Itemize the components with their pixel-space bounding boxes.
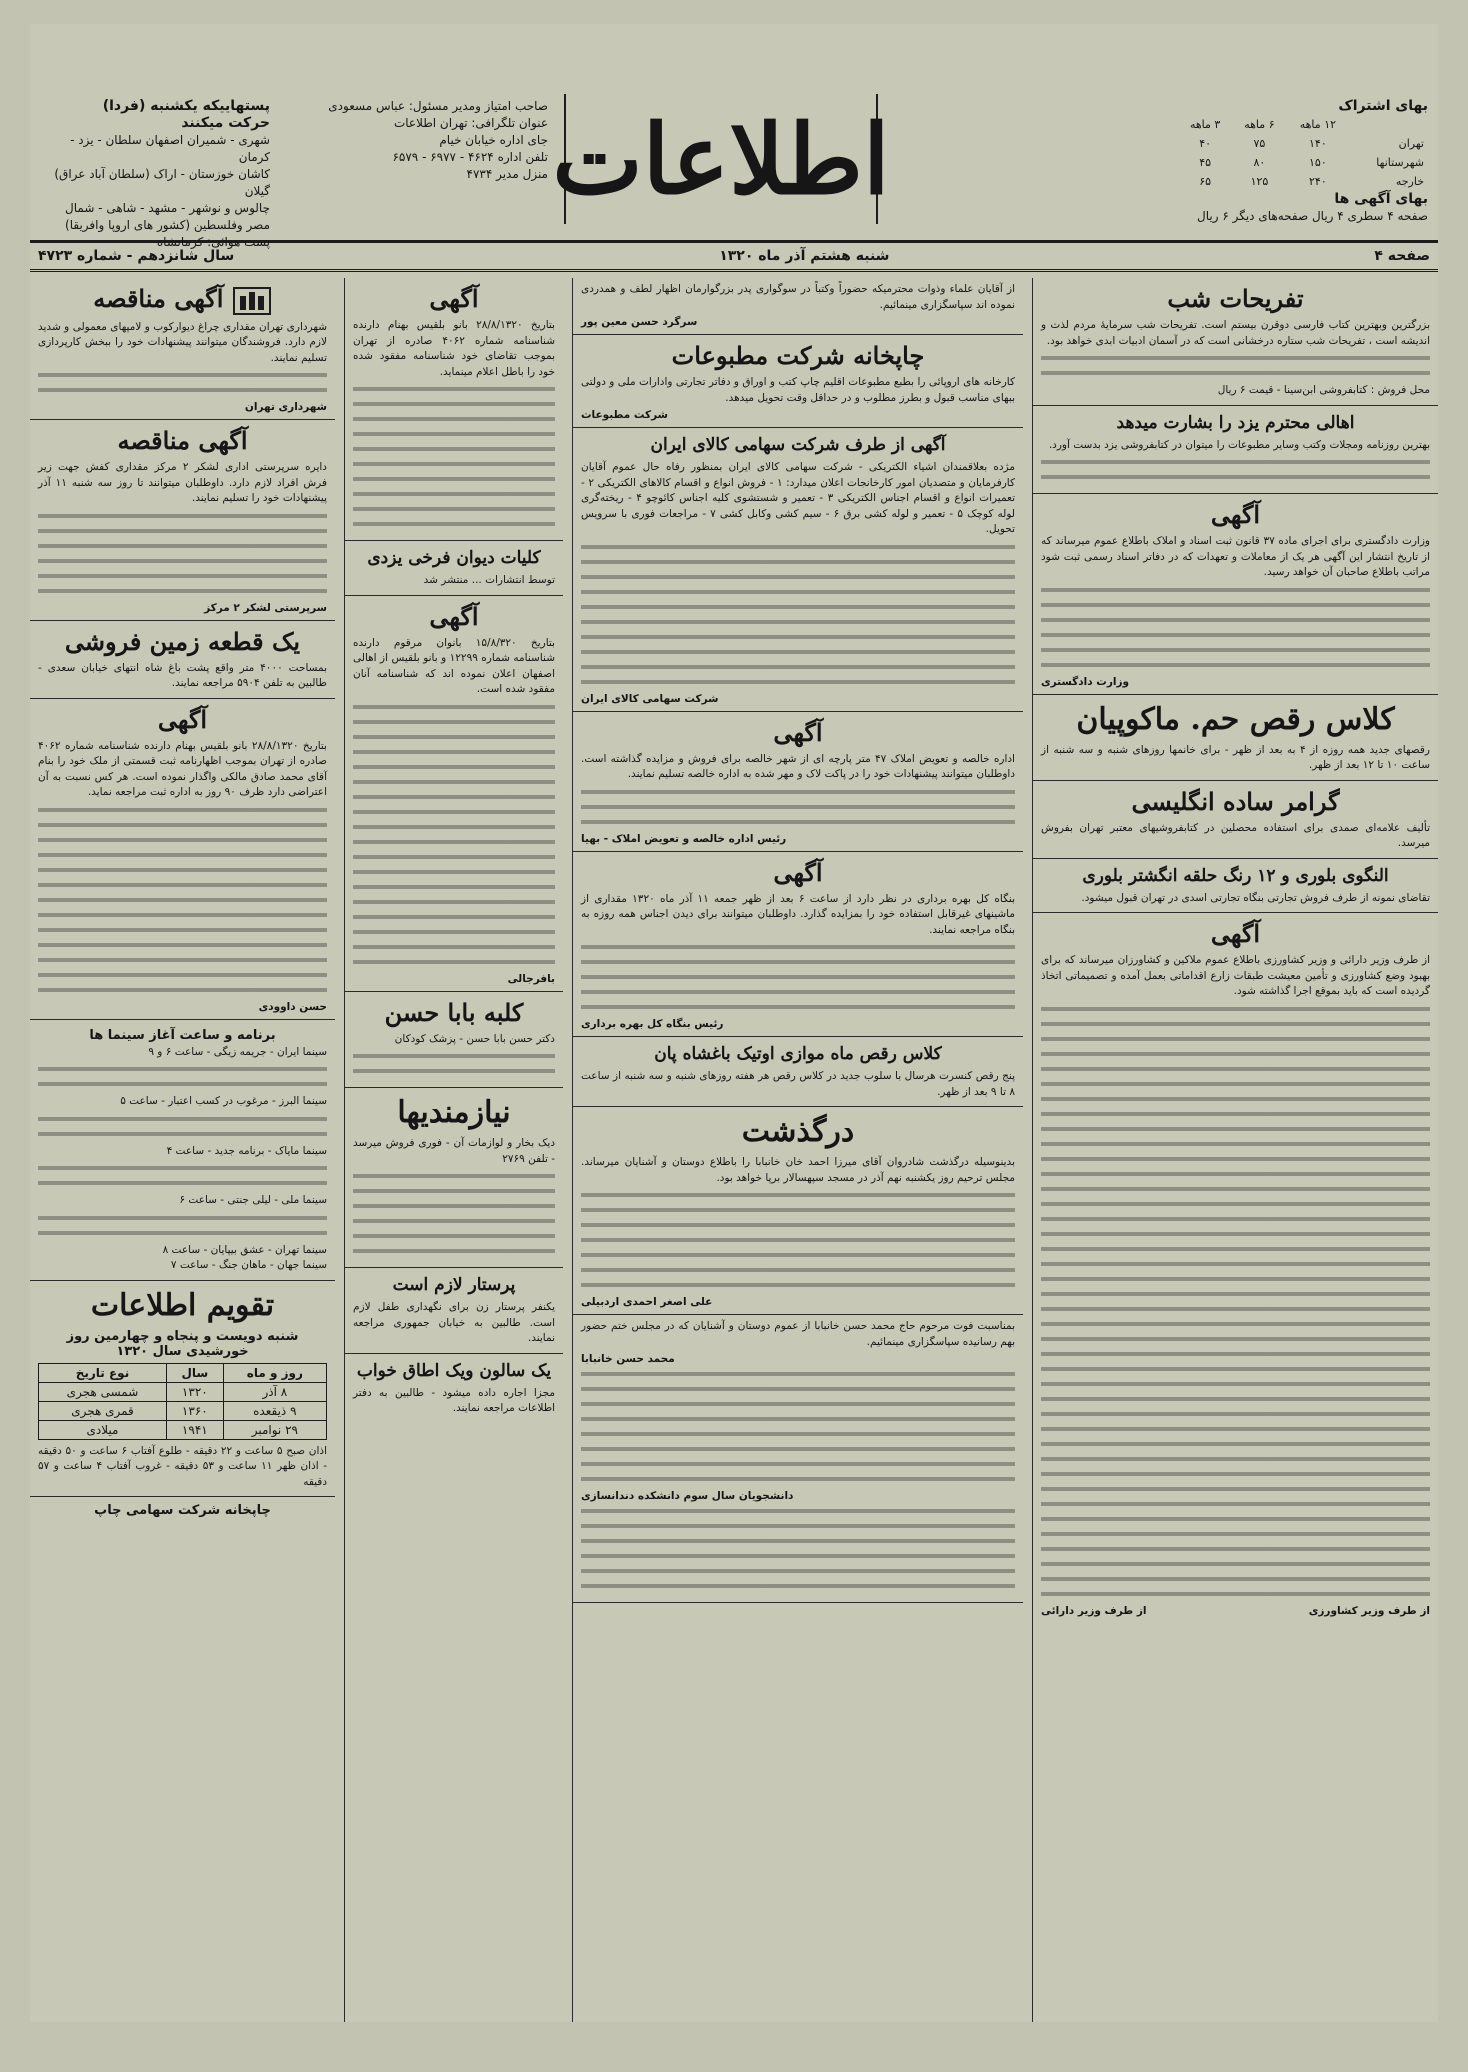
schedule-line: مصر وفلسطین (کشور های اروپا وافریقا) xyxy=(65,218,270,232)
ad-body: بتاریخ ۱۵/۸/۳۲۰ بانوان مرقوم دارنده شناسنامه شماره ۱۲۲۹۹ و بانو بلقیس از اهالی اصفهان اعلان نموده اند که شناسنامه آنان مفقود شده است. xyxy=(353,636,555,695)
calendar-cell: ۲۹ نوامبر xyxy=(223,1420,326,1439)
ad-title: آگهی مناقصه xyxy=(117,426,248,455)
dateline xyxy=(30,242,1438,272)
calendar-cell: میلادی xyxy=(39,1420,167,1439)
ad-title: آگهی xyxy=(429,284,479,313)
ad-title: النگوی بلوری و ۱۲ رنگ حلقه انگشتر بلوری xyxy=(1082,865,1389,886)
ad-title: چاپخانه شرکت مطبوعات xyxy=(671,341,925,370)
sub-region: شهرستانها xyxy=(1376,156,1424,169)
subscription-heading: بهای اشتراک xyxy=(1338,98,1428,114)
ad-body: بمساحت ۴۰۰۰ متر واقع پشت باغ شاه انتهای خیابان سعدی - طالبین به تلفن ۵۹۰۴ مراجعه نمایند. xyxy=(38,661,328,689)
ad-body: شهرداری تهران مقداری چراغ دیوارکوب و لامپهای معمولی و شدید لازم دارد. فروشندگان میتوانند پیشنهادات خود را ببخش کارپردازی تسلیم نمایند. xyxy=(38,320,327,364)
ad-signature: شهرداری تهران xyxy=(244,401,327,413)
ad-baba-hasan xyxy=(345,992,563,1089)
calendar-cell: ۱۳۶۰ xyxy=(166,1401,223,1420)
ad-body: بنگاه کل بهره برداری در نظر دارد از ساعت ۶ بعد از ظهر جمعه ۱۱ آذر ماه ۱۳۲۰ مقداری از ماشینهای غیرقابل استفاده خود را بمزایده گذارد. داوطلبان میتوانند برای دیدن اجناس همه روزه به بنگاه مراجعه نمایند. xyxy=(581,892,1015,936)
ad-title: تفریحات شب xyxy=(1167,284,1304,313)
column-3 xyxy=(344,278,563,2022)
ad-footer: محل فروش : کتابفروشی ابن‌سینا - قیمت ۶ ریال xyxy=(1217,384,1430,396)
ad-yazd xyxy=(1033,406,1438,495)
ad-title: کلیات دیوان فرخی یزدی xyxy=(367,548,541,568)
ad-body: دکتر حسن بابا حسن - پزشک کودکان xyxy=(394,1032,555,1045)
ad-english-grammar xyxy=(1033,781,1438,859)
ad-prices-heading: بهای آگهی ها xyxy=(1334,191,1428,207)
masthead xyxy=(30,80,1438,249)
ad-signature: محمد حسن خانبابا xyxy=(581,1353,675,1365)
cinema-item: سینما ملی - لیلی جنتی - ساعت ۶ xyxy=(179,1194,327,1206)
ad-title: درگذشت xyxy=(741,1114,855,1149)
schedule-line: چالوس و نوشهر - مشهد - شاهی - شمال xyxy=(65,201,270,215)
newspaper-page xyxy=(30,24,1438,2022)
calendar-table xyxy=(38,1363,327,1440)
ad-body: مژده بعلاقمندان اشیاء الکتریکی - شرکت سهامی کالای ایران بمنظور رفاه حال عموم آقایان کارفرمایان و متصدیان امور کارخانجات اعلان میدارد: ۱ - فروش انواع و اقسام کالاهای الکتریکی ۲ - تعمیرات انواع و اقسام اجناس الکتریکی ۳ - تعمیر و شستشوی کلیه اجناس کائوچو ۴ - ریخته‌گری لوله کوچک ۵ - تعمیر و لوله کشی برق ۶ - سیم کشی وکابل کشی ۷ - مراجعات فوری با سرویس تحویل. xyxy=(581,461,1016,535)
ad-signature: رئیس اداره خالصه و تعویض املاک - بهیا xyxy=(581,832,787,845)
cinema-item: سینما مایاک - برنامه جدید - ساعت ۴ xyxy=(166,1144,327,1157)
text-lines xyxy=(581,940,1015,1015)
ad-id-notice-2 xyxy=(345,596,563,992)
ad-condolence xyxy=(573,1315,1023,1603)
text-lines xyxy=(38,1211,327,1241)
ad-operations xyxy=(573,852,1023,1038)
subscription-box xyxy=(1178,98,1428,225)
ad-signature: وزارت دادگستری xyxy=(1041,675,1130,688)
schedule-line: شهری - شمیران اصفهان سلطان - یزد - کرمان xyxy=(70,133,270,164)
ad-title: آگهی xyxy=(1210,500,1261,529)
column-2 xyxy=(572,278,1023,2022)
ad-signature: سرپرستی لشکر ۲ مرکز xyxy=(204,601,327,614)
ad-dance-class-2 xyxy=(573,1037,1023,1107)
issue-date: شنبه هشتم آذر ماه ۱۳۲۰ xyxy=(719,247,890,264)
sub-price: ۴۵ xyxy=(1199,156,1212,169)
cinema-item: سینما جهان - ماهان جنگ - ساعت ۷ xyxy=(170,1259,327,1271)
ad-title xyxy=(38,284,327,316)
column-1 xyxy=(1032,278,1438,2022)
calendar-cell: ۸ آذر xyxy=(223,1382,326,1401)
ad-body: بتاریخ ۲۸/۸/۱۳۲۰ بانو بلقیس بهنام دارنده شناسنامه شماره ۴۰۶۲ صادره از تهران بموجب اظهارنامه ثبت قسمتی از ملک خود را بنام آقای محمد صادق مالکی واگذار نموده است. هر کس نسبت به آن اعتراضی دارد ظرف ۹۰ روز به اداره ثبت مراجعه نماید. xyxy=(38,739,327,798)
ad-entertainment xyxy=(1033,278,1438,406)
sub-price: ۶۵ xyxy=(1199,175,1212,188)
calendar-header: روز و ماه xyxy=(223,1363,326,1382)
ad-body: پنج رقص کنسرت هرسال با سلوب جدید در کلاس رقص هر هفته روزهای شنبه و سه شنبه از ساعت ۸ تا ۹ بعد از ظهر. xyxy=(581,1070,1015,1098)
sub-price: ۸۰ xyxy=(1253,156,1266,169)
ad-bracelets xyxy=(1033,859,1438,914)
municipality-emblem-icon xyxy=(232,286,272,316)
ad-body: کارخانه های اروپائی را بطبع مطبوعات اقلیم چاپ کتب و اوراق و دفاتر تجارتی وادارات ملی و دولتی ببهای مناسب قبول و بطرز مطلوب و در حداقل وقت تحویل میدهد. xyxy=(581,376,1015,404)
ad-title: نیازمندیها xyxy=(397,1095,511,1130)
newspaper-logo: اطلاعات xyxy=(564,94,878,224)
sub-col: ۱۲ ماهه xyxy=(1299,118,1337,131)
ad-iran-goods xyxy=(573,428,1023,712)
text-lines xyxy=(353,700,555,970)
publisher-line: جای اداره خیابان خیام xyxy=(439,133,548,147)
text-lines xyxy=(353,1049,555,1079)
text-lines xyxy=(1041,583,1430,673)
sub-price: ۷۵ xyxy=(1253,137,1266,150)
ad-title: یک قطعه زمین فروشی xyxy=(64,626,301,656)
ad-signature: سرگرد حسن معین پور xyxy=(581,316,698,328)
cinema-item: سینما البرز - مرغوب در کسب اعتبار - ساعت ۵ xyxy=(120,1095,327,1107)
ad-prices-text: صفحه ۴ سطری ۴ ریال صفحه‌های دیگر ۶ ریال xyxy=(1196,209,1428,223)
ad-body: توسط انتشارات ... منتشر شد xyxy=(423,574,555,586)
text-lines xyxy=(38,1161,327,1191)
schedule-sub: حرکت میکنند xyxy=(181,115,270,131)
page-number: صفحه ۴ xyxy=(1374,247,1430,264)
ad-title: کلبه بابا حسن xyxy=(384,997,524,1027)
ad-title: اهالی محترم یزد را بشارت میدهد xyxy=(1116,412,1355,433)
calendar-header: سال xyxy=(166,1363,223,1382)
ad-signature: علی اصغر احمدی اردبیلی xyxy=(581,1296,713,1308)
publisher-info xyxy=(323,98,548,183)
ad-body: از طرف وزیر دارائی و وزیر کشاورزی باطلاع عموم ملاکین و کشاورزان میرساند که برای بهبود وضع کشاورزی و تأمین معیشت طبقات زارع اقداماتی بعمل آمده و تصمیماتی اتخاذ گردیده است که باید بموقع اجرا گذاشته شود. xyxy=(1041,954,1430,997)
sub-price: ۱۴۰ xyxy=(1309,137,1327,150)
calendar-title: تقویم اطلاعات xyxy=(90,1287,275,1323)
publisher-line: عنوان تلگرافی: تهران اطلاعات xyxy=(393,116,548,130)
schedule-line: کاشان خوزستان - اراک (سلطان آباد عراق) گیلان xyxy=(54,167,270,198)
text-lines xyxy=(38,509,327,599)
ad-title-text: آگهی مناقصه xyxy=(93,284,224,313)
ad-signature: از طرف وزیر دارائی xyxy=(1041,1604,1147,1617)
ad-title: آگهی xyxy=(773,857,823,887)
ad-tender-1 xyxy=(30,278,335,420)
ad-body: اداره خالصه و تعویض املاک ۴۷ متر پارچه ای از شهر خالصه برای فروش و مزایده گذاشته است. داوطلبان میتوانند پیشنهادات خود را در پاکت لاک و مهر شده به اداره خالصه تسلیم نمایند. xyxy=(581,752,1015,780)
sub-price: ۲۴۰ xyxy=(1309,175,1327,188)
text-lines xyxy=(1041,1002,1430,1602)
ad-body: بهترین روزنامه ومجلات وکتب وسایر مطبوعات را میتوان در کتابفروشی یزد بدست آورد. xyxy=(1048,438,1430,451)
text-lines xyxy=(38,1062,327,1092)
calendar-cell: ۱۳۲۰ xyxy=(166,1382,223,1401)
text-lines xyxy=(581,1188,1015,1293)
ad-signature: شرکت سهامی کالای ایران xyxy=(581,692,719,705)
ad-estates xyxy=(573,712,1023,852)
text-lines xyxy=(581,785,1015,830)
ad-title: آگهی xyxy=(1210,919,1261,948)
text-lines xyxy=(581,1367,1015,1487)
ad-body: رقصهای جدید همه روزه از ۴ به بعد از ظهر - برای خانمها روزهای شنبه و سه شنبه از ساعت ۱۰ تا ۱۲ بعد از ظهر. xyxy=(1041,743,1431,771)
ad-title: کلاس رقص ماه موازی اوتیک باغشاه پان xyxy=(654,1044,942,1064)
sub-col: ۳ ماهه xyxy=(1189,118,1221,131)
ad-body: بدینوسیله درگذشت شادروان آقای میرزا احمد خان خانبابا را باطلاع دوستان و آشنایان میرساند. مجلس ترحیم روز یکشنبه نهم آذر در مسجد سپهسالار برپا خواهد بود. xyxy=(581,1156,1015,1184)
ad-signature: حسن داوودی xyxy=(258,1000,327,1013)
text-lines xyxy=(581,540,1015,690)
ad-body: بتاریخ ۲۸/۸/۱۳۲۰ بانو بلقیس بهنام دارنده شناسنامه شماره ۴۰۶۲ صادره از تهران بموجب تقاضای خود شناسنامه مفقود شده خود را باطل اعلام مینماید. xyxy=(353,319,555,378)
printer-credit: چاپخانه شرکت سهامی چاپ xyxy=(94,1503,271,1518)
cinema-heading: برنامه و ساعت آغاز سینما ها xyxy=(89,1027,276,1043)
publisher-line: صاحب امتیاز ومدیر مسئول: عباس مسعودی xyxy=(328,99,548,113)
calendar-header: نوع تاریخ xyxy=(39,1363,167,1382)
ad-title: آگهی xyxy=(157,704,208,734)
ad-obituary xyxy=(573,1107,1023,1315)
calendar-cell: قمری هجری xyxy=(39,1401,167,1420)
ad-body: مجزا اجاره داده میشود - طالبین به دفتر اطلاعات مراجعه نمایند. xyxy=(353,1386,555,1414)
publisher-line: منزل مدیر ۴۷۳۴ xyxy=(466,167,548,181)
ad-title: آگهی xyxy=(773,717,823,747)
schedule-heading: پستهاییکه یکشنبه (فردا) xyxy=(102,98,270,114)
schedule-line: پست هوائی: کرمانشاه xyxy=(156,235,270,249)
ad-dance-class xyxy=(1033,695,1438,781)
ad-rental xyxy=(345,1354,563,1423)
ad-thanks xyxy=(573,278,1023,335)
ad-body: از آقایان علماء وذوات محترمیکه حضوراً وکتباً در سوگواری پدر بزرگوارمان اظهار لطف و همدردی نموده اند سپاسگزاری مینمائیم. xyxy=(581,283,1015,311)
ad-body: وزارت دادگستری برای اجرای ماده ۳۷ قانون ثبت اسناد و املاک باطلاع عموم میرساند که از تاریخ انتشار این آگهی هر یک از معاملات و تعهدات که در دفاتر اسناد رسمی ثبت شود مراتب باطلاع صاحبان آن خواهد رسید. xyxy=(1041,535,1430,578)
ad-body: تقاضای نمونه از طرف فروش تجارتی بنگاه تجارتی اسدی در تهران قبول میشود. xyxy=(1081,891,1430,904)
ad-title: کلاس رقص حم. ماکوپیان xyxy=(1076,701,1395,737)
calendar-cell: ۱۹۴۱ xyxy=(166,1420,223,1439)
ad-tender-2 xyxy=(30,420,335,621)
ad-land-sale xyxy=(30,621,335,699)
publisher-line: تلفن اداره ۴۶۲۴ - ۶۹۷۷ - ۶۵۷۹ xyxy=(392,150,548,164)
text-lines xyxy=(38,803,327,998)
sub-col: ۶ ماهه xyxy=(1244,118,1275,131)
ad-body: دیک بخار و لوازمات آن - فوری فروش میرسد - تلفن ۲۷۶۹ xyxy=(353,1137,555,1165)
ad-signature: شرکت مطبوعات xyxy=(581,409,668,421)
ad-title: پرستار لازم است xyxy=(392,1275,516,1295)
ad-signature: رئیس بنگاه کل بهره برداری xyxy=(581,1018,724,1030)
text-lines xyxy=(353,382,555,532)
ad-body: دایره سرپرستی اداری لشکر ۲ مرکز مقداری کفش جهت زیر فرش افراد لازم دارد. داوطلبان میتوانند تا روز سه شنبه ۱۱ آذر پیشنهادات خود را تسلیم نمایند. xyxy=(38,461,327,504)
calendar-cell: شمسی هجری xyxy=(39,1382,167,1401)
ad-title: یک سالون ویک اطاق خواب xyxy=(356,1360,552,1381)
text-lines xyxy=(353,1169,555,1259)
ad-signature: از طرف وزیر کشاورزی xyxy=(1308,1604,1430,1617)
ad-justice xyxy=(1033,494,1438,695)
text-lines xyxy=(1041,455,1430,485)
ad-id-notice xyxy=(345,278,563,541)
ad-printing-house xyxy=(573,335,1023,428)
ad-ministry xyxy=(1033,913,1438,1623)
text-lines xyxy=(1041,351,1430,381)
post-schedule xyxy=(40,98,270,251)
text-lines xyxy=(38,368,327,398)
ad-nurse xyxy=(345,1268,563,1354)
subscription-table xyxy=(1178,115,1428,191)
ad-title: آگهی از طرف شرکت سهامی کالای ایران xyxy=(650,435,946,455)
cinema-programs xyxy=(30,1020,335,1281)
calendar xyxy=(30,1281,335,1498)
ad-title: آگهی xyxy=(429,601,479,631)
ad-signature: دانشجویان سال سوم دانشکده دندانسازی xyxy=(581,1490,794,1502)
ad-body: بمناسبت فوت مرحوم حاج محمد حسن خانبابا از عموم دوستان و آشنایان که در مجلس ختم حضور بهم رسانیده سپاسگزاری مینمائیم. xyxy=(581,1320,1015,1348)
calendar-cell: ۹ ذیقعده xyxy=(223,1401,326,1420)
cinema-item: سینما ایران - جریمه زیگی - ساعت ۶ و ۹ xyxy=(148,1045,327,1058)
calendar-note: اذان صبح ۵ ساعت و ۲۲ دقیقه - طلوع آفتاب ۶ ساعت و ۵۰ دقیقه - اذان ظهر ۱۱ ساعت و ۵۳ دقیقه - غروب آفتاب ۴ ساعت و ۵۷ دقیقه xyxy=(38,1444,328,1488)
ad-classifieds xyxy=(345,1088,563,1268)
sub-region: تهران xyxy=(1398,137,1424,150)
ad-title: گرامر ساده انگلیسی xyxy=(1131,786,1340,816)
cinema-item: سینما تهران - عشق بیپایان - ساعت ۸ xyxy=(162,1243,327,1256)
ad-body: بزرگترین وبهترین کتاب فارسی دوقرن بیستم است. تفریحات شب سرمایهٔ مردم لذت و اندیشه است ، تفریحات شب ستاره درخشانی است که در آسمان ادبیات ابدی خواهد بود. xyxy=(1041,319,1430,347)
sub-price: ۱۲۵ xyxy=(1250,175,1269,188)
ad-divan xyxy=(345,541,563,596)
calendar-sub: شنبه دویست و پنجاه و چهارمین روز خورشیدی سال ۱۳۲۰ xyxy=(66,1328,299,1359)
ad-body: یکنفر پرستار زن برای نگهداری طفل لازم است. طالبین به خیابان جمهوری مراجعه نمایند. xyxy=(353,1301,555,1344)
issue-number: سال شانزدهم - شماره ۴۷۲۳ xyxy=(38,247,235,264)
ad-registration xyxy=(30,699,335,1020)
ad-signature: بافرجالی xyxy=(507,972,555,985)
sub-price: ۴۰ xyxy=(1199,137,1212,150)
sub-region: خارجه xyxy=(1395,175,1424,188)
text-lines xyxy=(38,1112,327,1142)
column-4 xyxy=(30,278,335,2022)
text-lines xyxy=(581,1504,1015,1594)
sub-price: ۱۵۰ xyxy=(1309,156,1327,169)
ad-body: تألیف علامه‌ای صمدی برای استفاده محصلین در کتابفروشیهای معتبر تهران بفروش میرسد. xyxy=(1041,821,1430,849)
